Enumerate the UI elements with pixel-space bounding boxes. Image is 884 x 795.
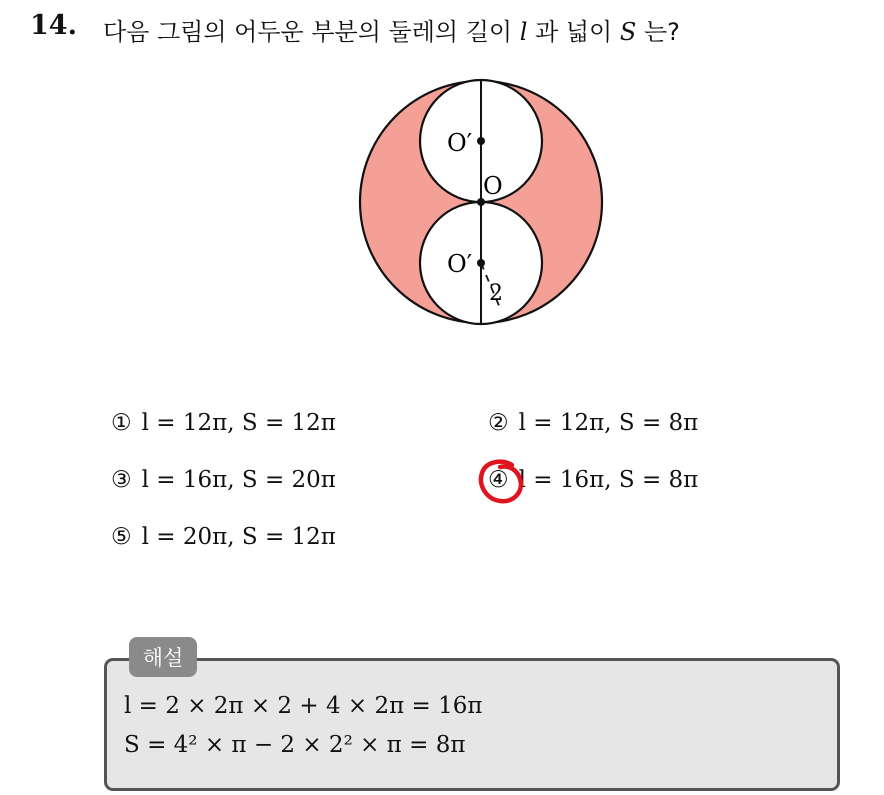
solution-box xyxy=(104,658,840,791)
choice-3[interactable] xyxy=(111,467,336,493)
label-upper-center: O′ xyxy=(447,129,473,157)
question-text-part2: 과 넓이 xyxy=(527,18,620,46)
question-text-part1: 다음 그림의 어두운 부분의 둘레의 길이 xyxy=(103,18,520,46)
label-lower-center: O′ xyxy=(447,250,473,278)
choice-3-number: ③ xyxy=(111,467,132,493)
point-upper-center xyxy=(477,137,485,145)
choice-1[interactable] xyxy=(111,410,336,436)
solution-tag: 해설 xyxy=(129,637,197,677)
variable-l: l xyxy=(519,18,528,46)
question-text-part3: 는? xyxy=(636,18,680,46)
choice-3-text: l = 16π, S = 20π xyxy=(141,467,336,493)
choice-5-text: l = 20π, S = 12π xyxy=(141,524,336,550)
choice-2[interactable] xyxy=(488,410,698,436)
choice-1-number: ① xyxy=(111,410,132,436)
choice-4-text: l = 16π, S = 8π xyxy=(518,467,699,493)
answer-mark-circle xyxy=(472,455,532,509)
variable-s: S xyxy=(619,18,637,46)
question-number: 14. xyxy=(30,10,77,41)
solution-line-2: S = 4² × π − 2 × 2² × π = 8π xyxy=(124,732,466,758)
choice-2-text: l = 12π, S = 8π xyxy=(518,410,699,436)
choice-5-number: ⑤ xyxy=(111,524,132,550)
choice-1-text: l = 12π, S = 12π xyxy=(141,410,336,436)
solution-line-1: l = 2 × 2π × 2 + 4 × 2π = 16π xyxy=(124,693,483,719)
choice-2-number: ② xyxy=(488,410,509,436)
choice-4-number: ④ xyxy=(488,467,509,493)
label-radius: 2 xyxy=(489,281,503,306)
choice-5[interactable] xyxy=(111,524,336,550)
label-center: O xyxy=(483,172,503,200)
point-lower-center xyxy=(477,259,485,267)
